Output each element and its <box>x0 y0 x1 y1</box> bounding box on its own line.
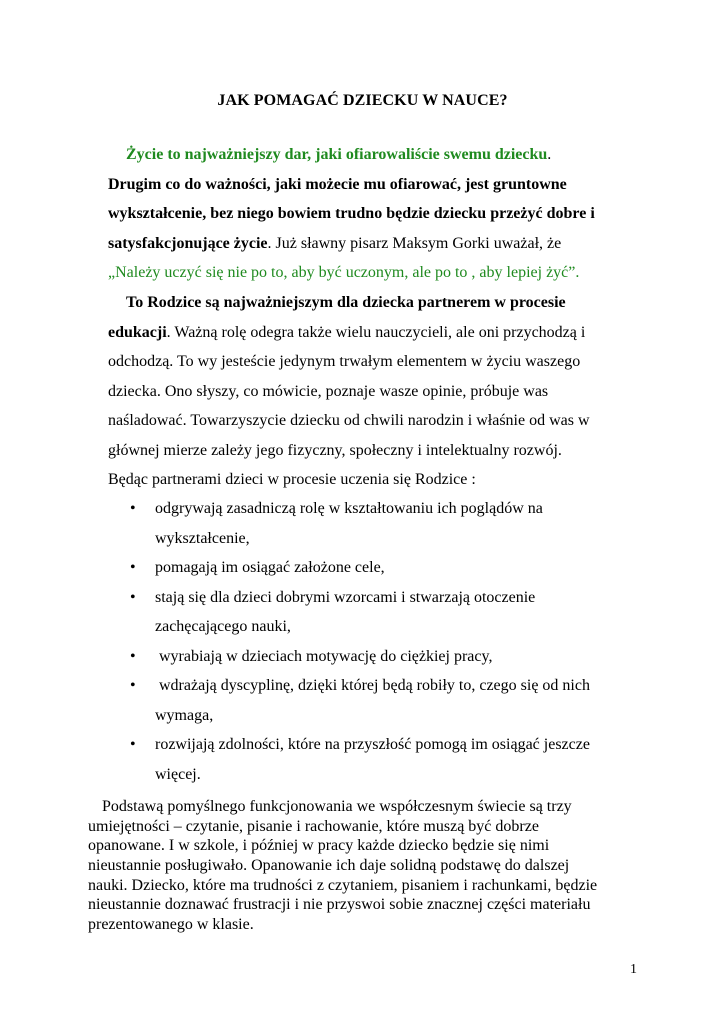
intro-bold-text: satysfakcjonujące życie <box>108 234 268 252</box>
intro-highlight: Życie to najważniejszy dar, jaki ofiarowaliście swemu dziecku <box>126 146 548 163</box>
page-number: 1 <box>630 962 637 977</box>
bullet-icon: • <box>130 500 136 517</box>
list-item <box>130 494 630 524</box>
skills-line-4: nieustannie posługiwało. Opanowanie ich daje solidną podstawę do dalszej <box>88 857 570 875</box>
list-item <box>130 583 630 613</box>
bullet-icon: • <box>130 647 136 665</box>
quote-text: Należy uczyć się nie po to, aby być uczonym, ale po to , aby lepiej żyć <box>115 264 569 281</box>
list-item-text: zachęcającego nauki, <box>155 618 291 635</box>
parents-line-3: odchodzą. To wy jesteście jedynym trwałym elementem w życiu waszego <box>108 353 581 370</box>
skills-line-2: umiejętności – czytanie, pisanie i rachowanie, które muszą być dobrze <box>88 817 539 835</box>
list-item-text: odgrywają zasadniczą rolę w kształtowaniu ich poglądów na <box>155 500 543 517</box>
intro-period: . <box>547 146 552 163</box>
skills-line-1: Podstawą pomyślnego funkcjonowania we współczesnym świecie są trzy <box>102 798 572 815</box>
bullet-icon: • <box>130 588 136 606</box>
roles-bullet-list <box>130 494 630 789</box>
parents-line-2-rest: . Ważną rolę odegra także wielu nauczycieli, ale oni przychodzą i <box>166 323 586 341</box>
gorki-quote <box>108 258 630 288</box>
list-item-text: więcej. <box>155 765 201 783</box>
quote-close: ”. <box>568 264 580 281</box>
skills-paragraph <box>88 797 648 935</box>
list-item <box>130 730 630 760</box>
bullet-icon: • <box>130 559 136 576</box>
list-item-continuation <box>130 612 630 642</box>
list-item-text: wyrabiają w dzieciach motywację do ciężkiej pracy, <box>155 647 493 665</box>
list-item-text: wykształcenie, <box>155 529 250 547</box>
skills-line-7: prezentowanego w klasie. <box>88 916 254 934</box>
list-item-text: wdrażają dyscyplinę, dzięki której będą robiły to, czego się od nich <box>155 677 590 694</box>
quote-open: „ <box>108 264 116 281</box>
list-item <box>130 671 630 701</box>
skills-line-5: nauki. Dziecko, które ma trudności z czytaniem, pisaniem i rachunkami, będzie <box>88 876 598 894</box>
list-item-continuation <box>130 524 630 554</box>
parents-line-1: To Rodzice są najważniejszym dla dziecka partnerem w procesie <box>126 294 566 311</box>
parents-line-7: Będąc partnerami dzieci w procesie uczenia się Rodzice : <box>108 471 476 488</box>
edukacji-bold: edukacji <box>108 323 167 341</box>
intro-line-4 <box>108 229 630 259</box>
intro-paragraph <box>108 140 630 288</box>
document-title: JAK POMAGAĆ DZIECKU W NAUCE? <box>217 92 508 109</box>
list-item-text: rozwijają zdolności, które na przyszłość pomogą im osiągać jeszcze <box>155 736 590 753</box>
intro-gorki-text: . Już sławny pisarz Maksym Gorki uważał, że <box>267 234 562 252</box>
list-item <box>130 553 630 583</box>
bullet-icon: • <box>130 677 136 694</box>
list-item-continuation <box>130 760 630 790</box>
list-item-continuation <box>130 701 630 731</box>
bullet-icon: • <box>130 736 136 753</box>
parents-paragraph <box>108 288 630 495</box>
intro-line-2: Drugim co do ważności, jaki możecie mu ofiarować, jest gruntowne <box>108 175 567 193</box>
list-item-text: wymaga, <box>155 706 214 724</box>
intro-line-3: wykształcenie, bez niego bowiem trudno będzie dziecku przeżyć dobre i <box>108 205 595 222</box>
parents-line-4: dziecka. Ono słyszy, co mówicie, poznaje wasze opinie, próbuje was <box>108 382 549 400</box>
intro-line-1 <box>108 140 630 170</box>
list-item <box>130 642 630 672</box>
list-item-text: pomagają im osiągać założone cele, <box>155 559 385 576</box>
list-item-text: stają się dla dzieci dobrymi wzorcami i stwarzają otoczenie <box>155 588 536 606</box>
skills-line-3: opanowane. I w szkole, i później w pracy każde dziecko będzie się nimi <box>88 837 550 855</box>
parents-line-2 <box>108 318 630 348</box>
parents-line-6: głównej mierze zależy jego fizyczny, społeczny i intelektualny rozwój. <box>108 441 562 459</box>
skills-line-6: nieustannie doznawać frustracji i nie przyswoi sobie znacznej części materiału <box>88 896 591 914</box>
parents-line-5: naśladować. Towarzyszycie dziecku od chwili narodzin i właśnie od was w <box>108 412 590 429</box>
